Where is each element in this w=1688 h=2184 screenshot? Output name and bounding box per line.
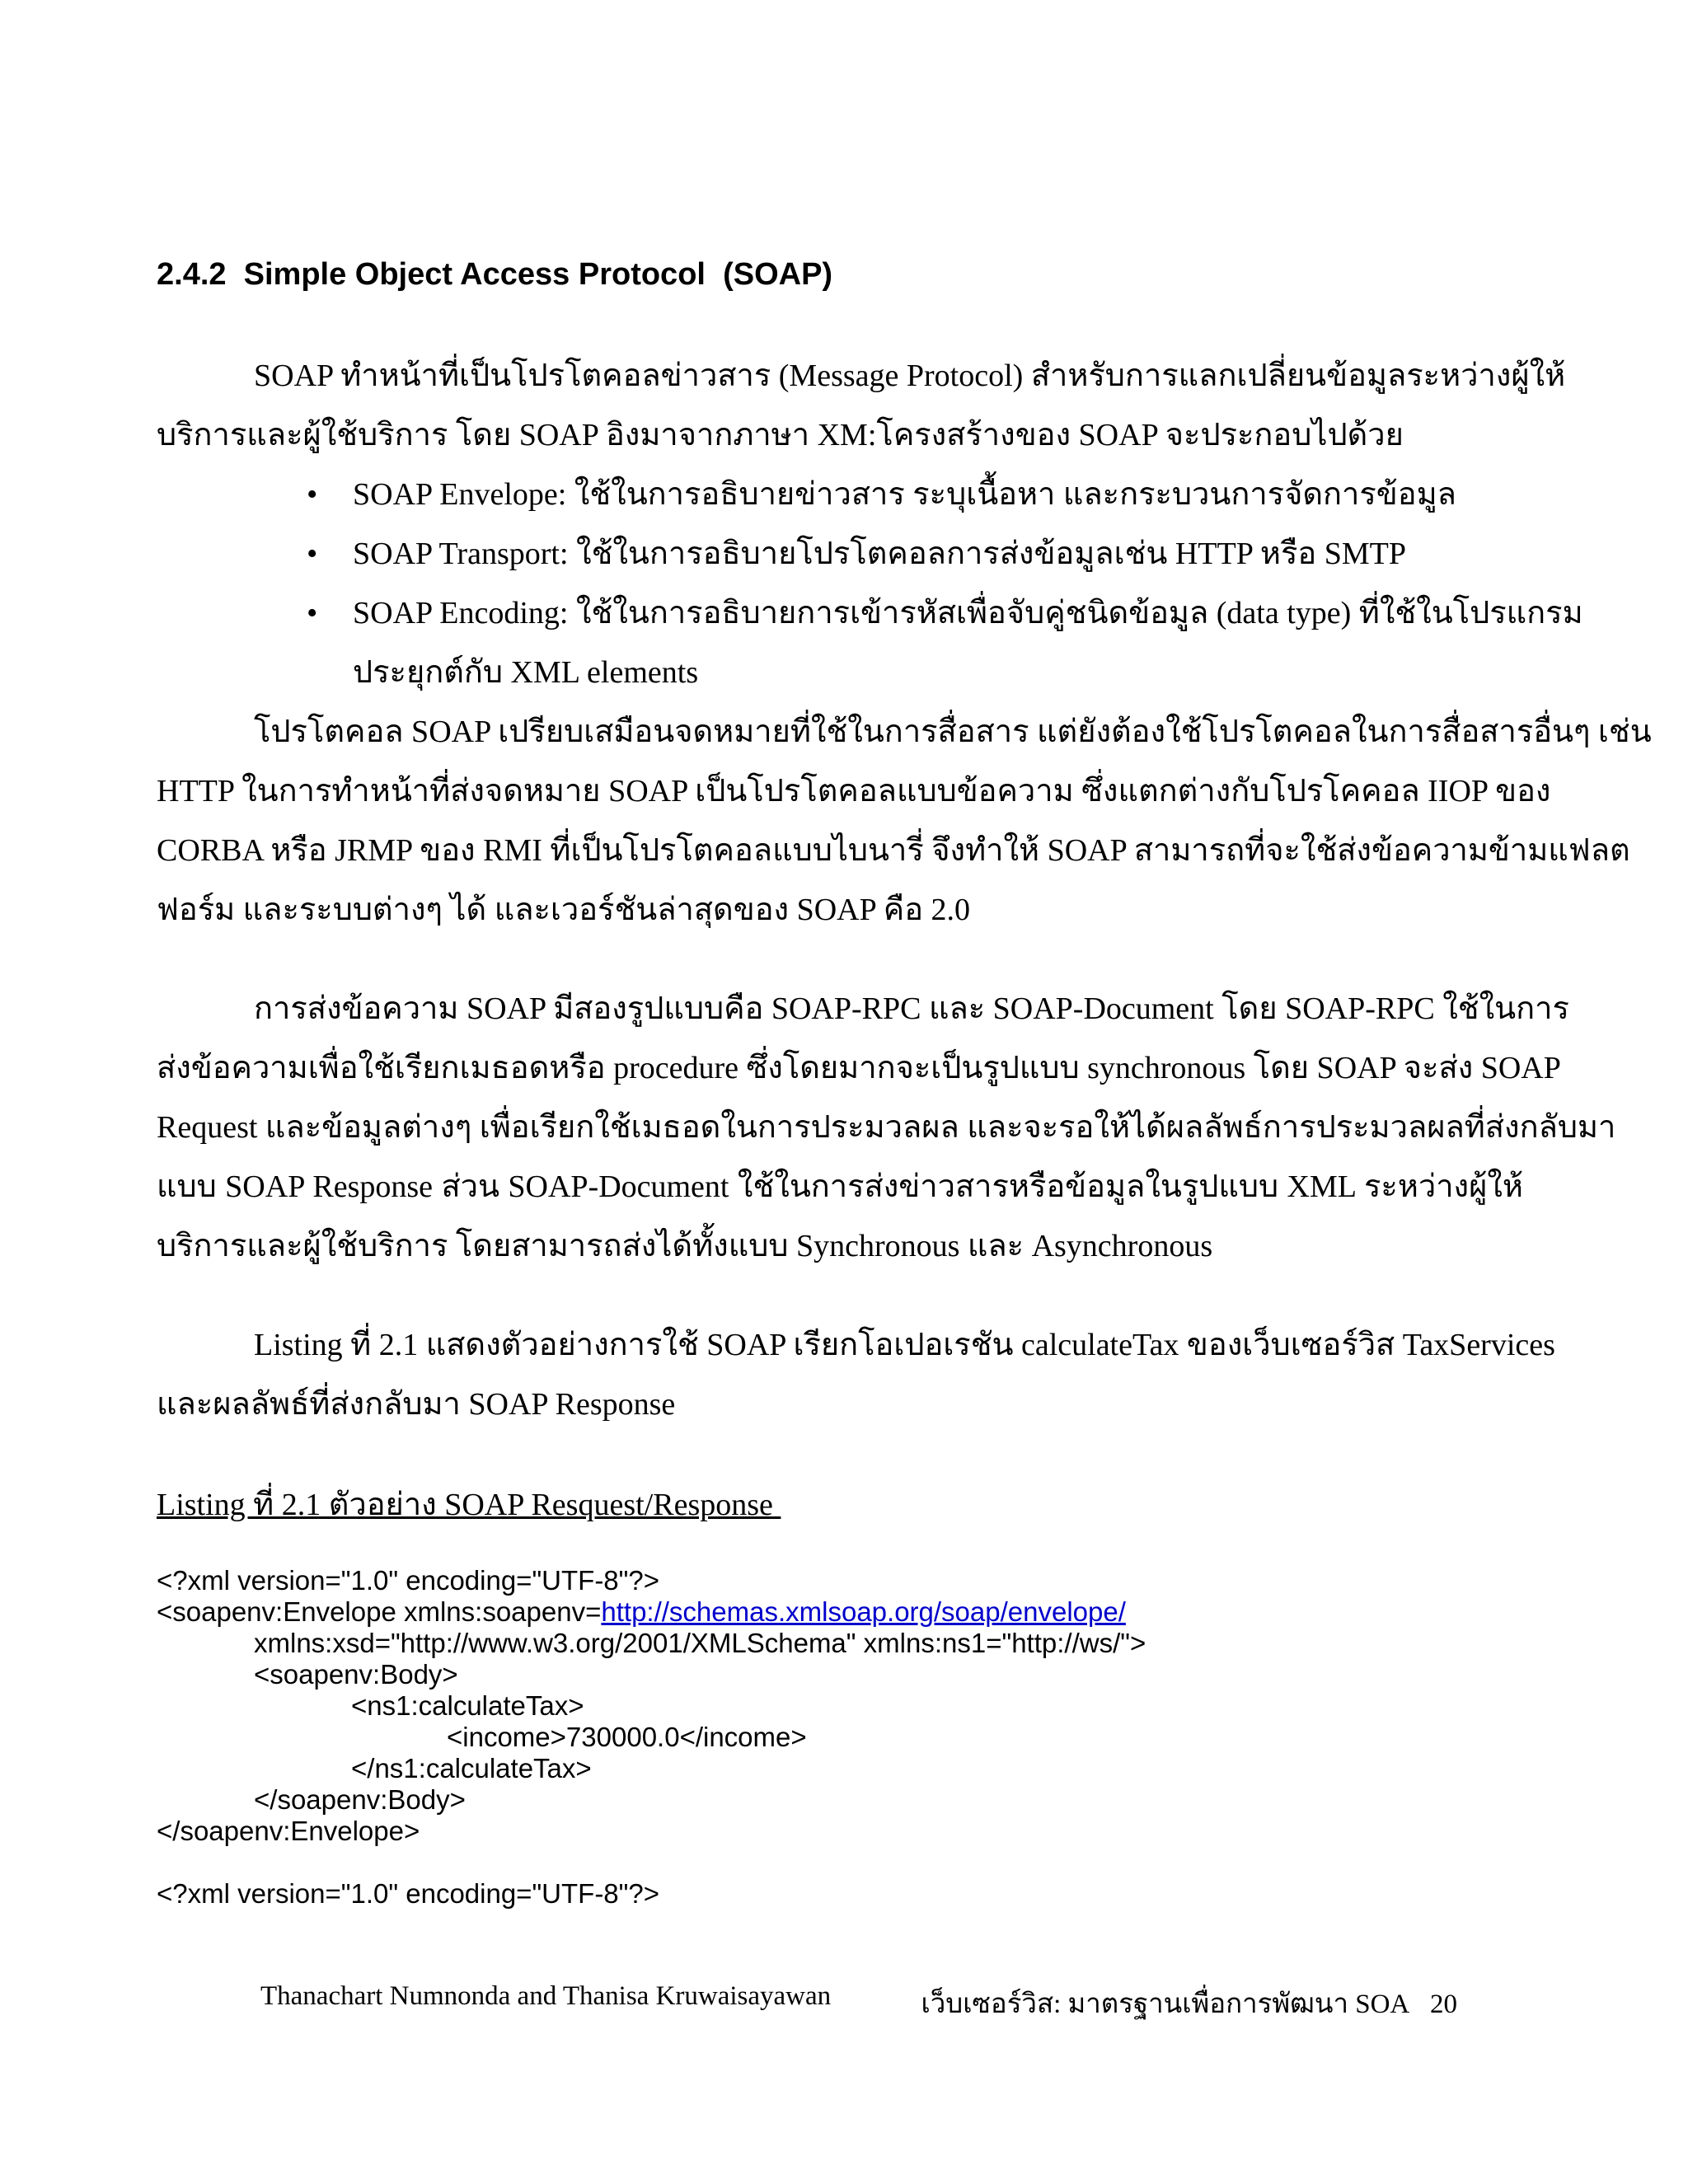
- code-line-3: xmlns:xsd="http://www.w3.org/2001/XMLSchema" xmlns:ns1="http://ws/">: [254, 1628, 1146, 1658]
- intro-line-2: บริการและผู้ใช้บริการ โดย SOAP อิงมาจากภาษา XM:โครงสร้างของ SOAP จะประกอบไปด้วย: [157, 418, 1404, 452]
- footer-book-title: เว็บเซอร์วิส: มาตรฐานเพื่อการพัฒนา SOA: [921, 1990, 1410, 2019]
- para4-line-2: และผลลัพธ์ที่ส่งกลับมา SOAP Response: [157, 1387, 676, 1422]
- para3-line-4: แบบ SOAP Response ส่วน SOAP-Document ใช้ในการส่งข่าวสารหรือข้อมูลในรูปแบบ XML ระหว่างผู้ให้: [157, 1169, 1523, 1204]
- code-line-2-prefix: <soapenv:Envelope xmlns:soapenv=: [157, 1596, 602, 1627]
- code-line-10: <?xml version="1.0" encoding="UTF-8"?>: [157, 1878, 660, 1909]
- section-heading: 2.4.2 Simple Object Access Protocol (SOAP): [157, 257, 833, 292]
- bullet-item-encoding-continuation: ประยุกต์กับ XML elements: [353, 655, 699, 690]
- para2-line-4: ฟอร์ม และระบบต่างๆ ได้ และเวอร์ชันล่าสุดของ SOAP คือ 2.0: [157, 893, 971, 927]
- bullet-marker: •: [307, 477, 318, 512]
- para4-line-1: Listing ที่ 2.1 แสดงตัวอย่างการใช้ SOAP เรียกโอเปอเรชัน calculateTax ของเว็บเซอร์วิส TaxServices: [254, 1328, 1555, 1362]
- code-line-9: </soapenv:Envelope>: [157, 1816, 420, 1846]
- code-line-7: </ns1:calculateTax>: [351, 1753, 592, 1783]
- bullet-item-envelope: SOAP Envelope: ใช้ในการอธิบายข่าวสาร ระบุเนื้อหา และกระบวนการจัดการข้อมูล: [353, 477, 1456, 512]
- para3-line-5: บริการและผู้ใช้บริการ โดยสามารถส่งได้ทั้งแบบ Synchronous และ Asynchronous: [157, 1229, 1213, 1263]
- listing-caption: Listing ที่ 2.1 ตัวอย่าง SOAP Resquest/Response: [157, 1488, 781, 1522]
- code-line-6: <income>730000.0</income>: [447, 1722, 807, 1752]
- para2-line-2: HTTP ในการทำหน้าที่ส่งจดหมาย SOAP เป็นโปรโตคอลแบบข้อความ ซึ่งแตกต่างกับโปรโคคอล IIOP ของ: [157, 774, 1551, 808]
- para3-line-3: Request และข้อมูลต่างๆ เพื่อเรียกใช้เมธอดในการประมวลผล และจะรอให้ได้ผลลัพธ์การประมวลผลที่ส่งกลับมา: [157, 1110, 1616, 1145]
- bullet-item-transport: SOAP Transport: ใช้ในการอธิบายโปรโตคอลการส่งข้อมูลเช่น HTTP หรือ SMTP: [353, 537, 1406, 571]
- para3-line-1: การส่งข้อความ SOAP มีสองรูปแบบคือ SOAP-RPC และ SOAP-Document โดย SOAP-RPC ใช้ในการ: [254, 991, 1569, 1026]
- code-line-4: <soapenv:Body>: [254, 1659, 458, 1690]
- footer-authors: Thanachart Numnonda and Thanisa Kruwaisayawan: [260, 1981, 832, 2011]
- code-line-5: <ns1:calculateTax>: [351, 1690, 584, 1721]
- code-line-1: <?xml version="1.0" encoding="UTF-8"?>: [157, 1565, 660, 1596]
- bullet-marker: •: [307, 596, 318, 630]
- bullet-item-encoding: SOAP Encoding: ใช้ในการอธิบายการเข้ารหัสเพื่อจับคู่ชนิดข้อมูล (data type) ที่ใช้ในโปรแกรม: [353, 596, 1583, 630]
- bullet-marker: •: [307, 537, 318, 571]
- para2-line-3: CORBA หรือ JRMP ของ RMI ที่เป็นโปรโตคอลแบบไบนารี่ จึงทำให้ SOAP สามารถที่จะใช้ส่งข้อความข้ามแฟลต: [157, 833, 1630, 868]
- footer-right: [921, 1981, 1457, 2025]
- intro-line-1: SOAP ทำหน้าที่เป็นโปรโตคอลข่าวสาร (Message Protocol) สำหรับการแลกเปลี่ยนข้อมูลระหว่างผู้ให้: [254, 359, 1566, 393]
- para3-line-2: ส่งข้อความเพื่อใช้เรียกเมธอดหรือ procedure ซึ่งโดยมากจะเป็นรูปแบบ synchronous โดย SOAP จะส่ง SOAP: [157, 1051, 1561, 1085]
- code-line-2: [157, 1596, 1126, 1629]
- namespace-link[interactable]: http://schemas.xmlsoap.org/soap/envelope/: [601, 1596, 1126, 1627]
- para2-line-1: โปรโตคอล SOAP เปรียบเสมือนจดหมายที่ใช้ในการสื่อสาร แต่ยังต้องใช้โปรโตคอลในการสื่อสารอื่นๆ เช่น: [254, 715, 1652, 749]
- page-number: 20: [1430, 1990, 1457, 2019]
- code-line-8: </soapenv:Body>: [254, 1784, 466, 1815]
